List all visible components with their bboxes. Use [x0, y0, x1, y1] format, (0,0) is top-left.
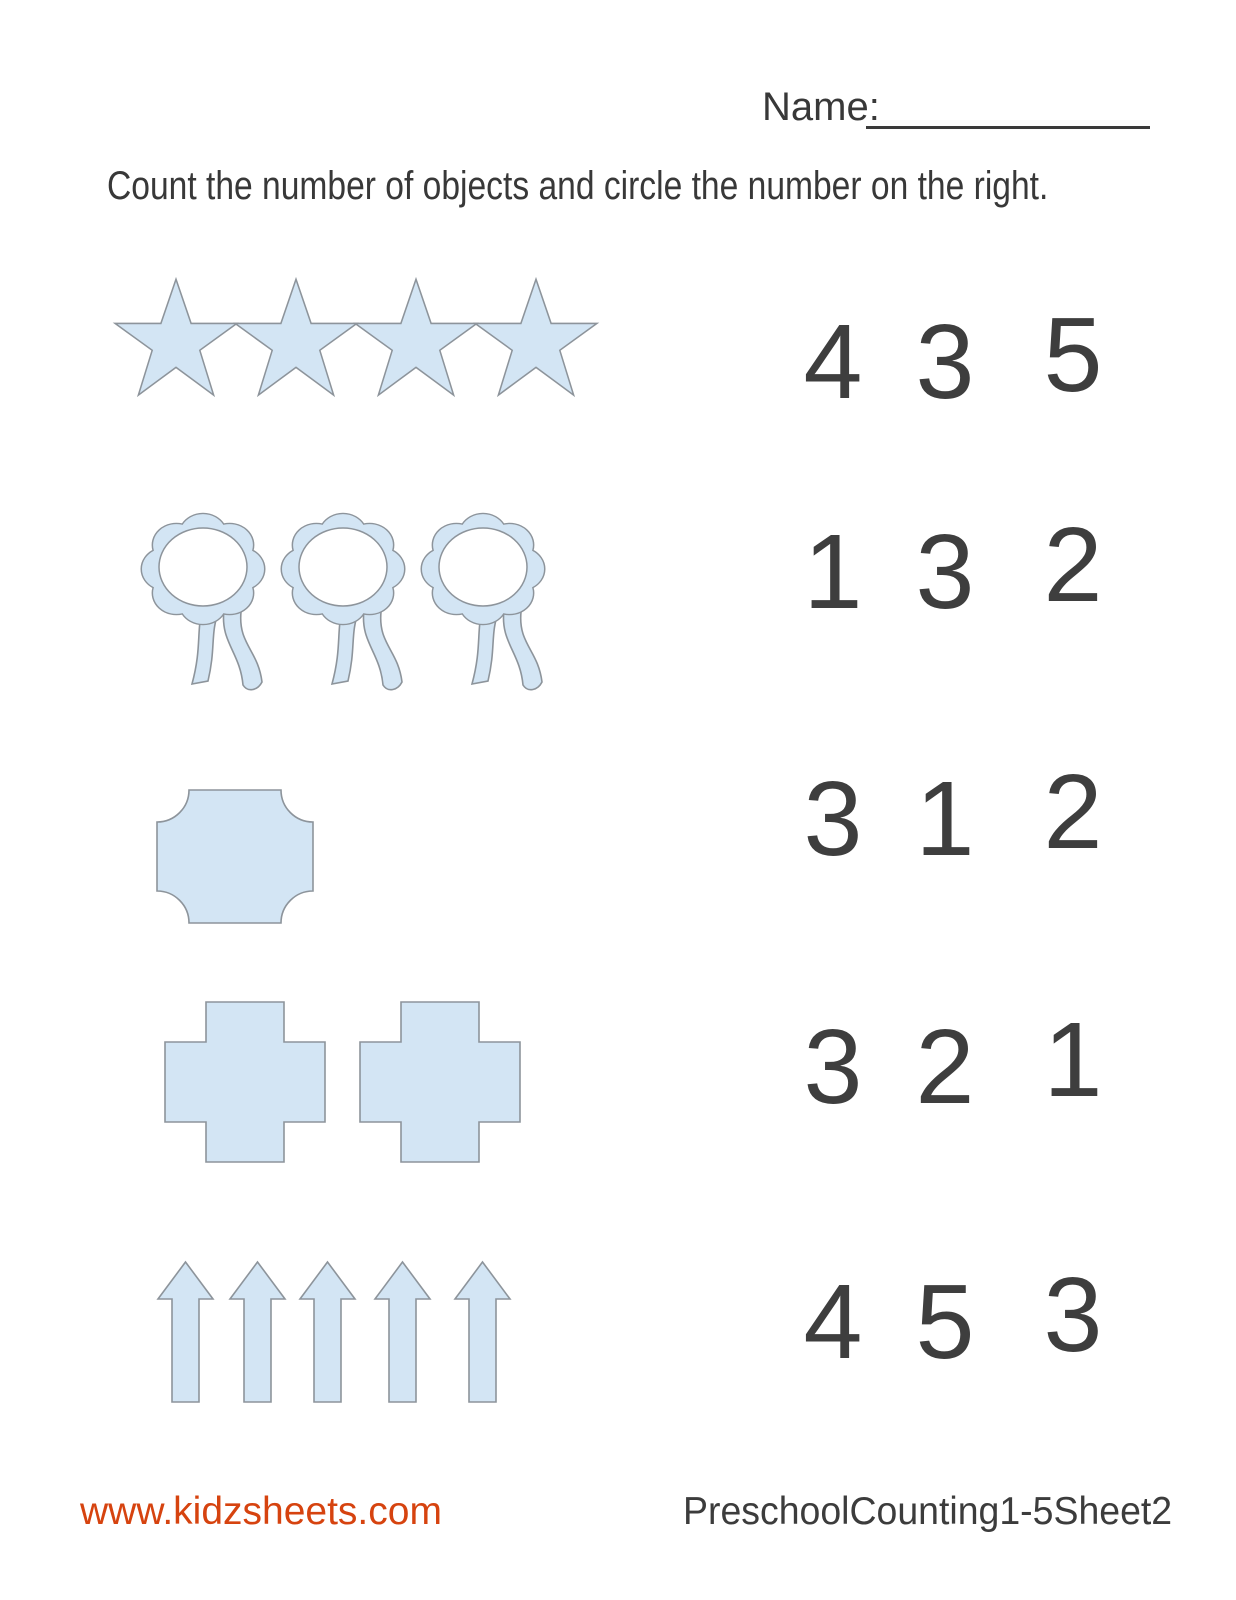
cross-shapes-row: [164, 1001, 521, 1163]
cross-icon: [360, 1002, 520, 1162]
award-ribbon-icon: [281, 513, 405, 689]
instruction-text: Count the number of objects and circle the number on the right.: [107, 164, 1049, 208]
plaque-shapes-row: [156, 789, 314, 924]
up-arrow-icon: [230, 1262, 285, 1402]
choice-number[interactable]: 2: [1043, 506, 1103, 624]
up-arrow-icon: [455, 1262, 510, 1402]
plaque-icon: [157, 790, 313, 923]
cross-icon: [165, 1002, 325, 1162]
star-icon: [115, 279, 237, 395]
choice-number[interactable]: 3: [915, 303, 975, 421]
choice-number[interactable]: 3: [915, 513, 975, 631]
choice-number[interactable]: 1: [1043, 1001, 1103, 1119]
choices-row-1: [783, 296, 1123, 421]
name-label: Name:: [762, 85, 880, 129]
award-ribbon-shapes-row: [140, 502, 560, 702]
choice-number[interactable]: 4: [803, 1263, 863, 1381]
choice-number[interactable]: 3: [803, 760, 863, 878]
name-blank-line[interactable]: [866, 94, 1150, 129]
sheet-title: PreschoolCounting1-5Sheet2: [683, 1490, 1173, 1533]
award-ribbon-icon: [141, 513, 265, 689]
star-icon: [235, 279, 357, 395]
website-link[interactable]: www.kidzsheets.com: [80, 1490, 442, 1533]
up-arrow-icon: [375, 1262, 430, 1402]
star-shapes-row: [112, 277, 600, 399]
choices-row-3: [783, 753, 1123, 878]
up-arrow-icon: [158, 1262, 213, 1402]
choice-number[interactable]: 4: [803, 303, 863, 421]
choice-number[interactable]: 3: [1043, 1256, 1103, 1374]
choice-number[interactable]: 1: [915, 760, 975, 878]
up-arrow-icon: [300, 1262, 355, 1402]
choice-number[interactable]: 3: [803, 1008, 863, 1126]
up-arrow-shapes-row: [157, 1261, 511, 1402]
choice-number[interactable]: 1: [803, 513, 863, 631]
choices-row-4: [783, 1001, 1123, 1126]
star-icon: [475, 279, 597, 395]
choices-row-2: [783, 506, 1123, 631]
choice-number[interactable]: 2: [915, 1008, 975, 1126]
choice-number[interactable]: 5: [915, 1263, 975, 1381]
choice-number[interactable]: 5: [1043, 296, 1103, 414]
choices-row-5: [783, 1256, 1123, 1381]
award-ribbon-icon: [421, 513, 545, 689]
star-icon: [355, 279, 477, 395]
choice-number[interactable]: 2: [1043, 753, 1103, 871]
